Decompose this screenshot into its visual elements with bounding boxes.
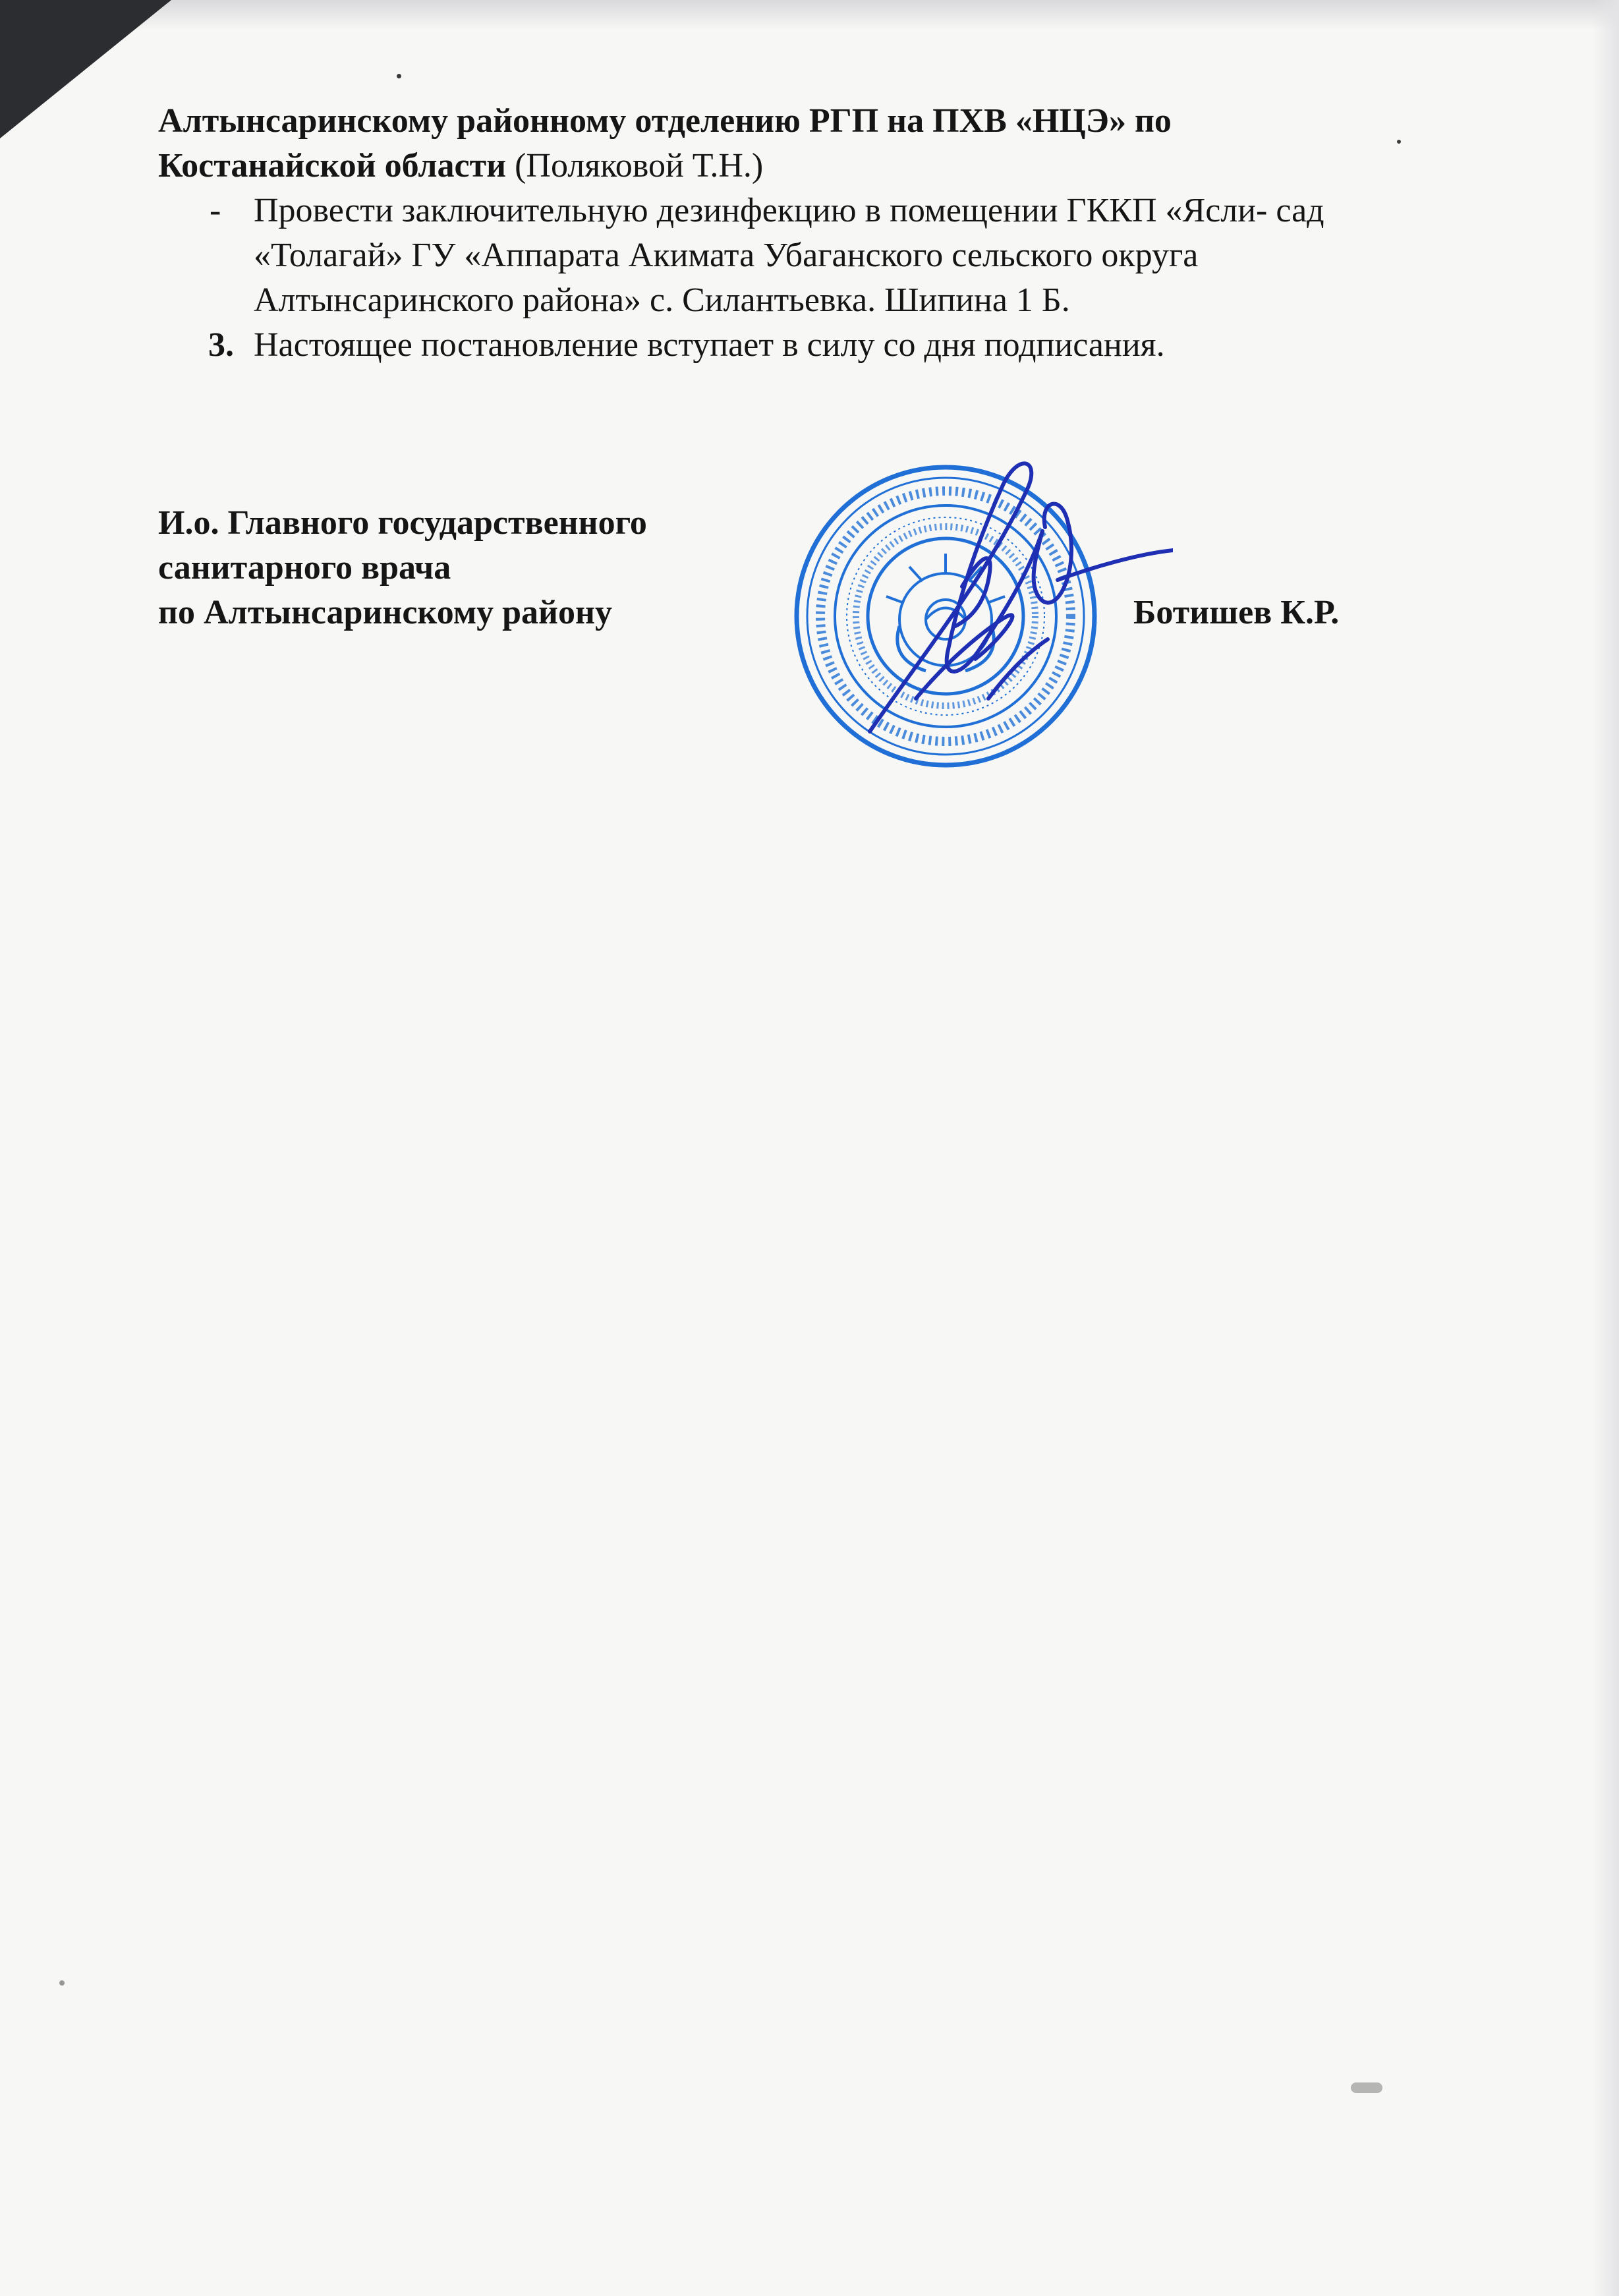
addressee-line-2 [158, 144, 1476, 188]
scan-speck [397, 74, 401, 78]
scan-speck [59, 1980, 65, 1986]
position-line-3: по Алтынсаринскому району [158, 594, 612, 631]
scan-speck [1351, 2082, 1382, 2093]
signatory-name: Ботишев К.Р. [1133, 594, 1340, 631]
list-item-effective-text: Настоящее постановление вступает в силу со дня подписания. [254, 326, 1165, 364]
signatory-position [158, 501, 647, 635]
scan-top-shadow [0, 0, 1619, 30]
addressee-line-1: Алтынсаринскому районному отделению РГП на ПХВ «НЦЭ» по [158, 102, 1172, 140]
folded-corner [0, 0, 171, 138]
list-item-text-line-3: Алтынсаринского района» с. Силантьевка. Шипина 1 Б. [254, 281, 1070, 319]
addressee-region: Костанайской области [158, 147, 507, 185]
handwritten-signature-icon [830, 422, 1173, 764]
list-item-text-line-2: «Толагай» ГУ «Аппарата Акимата Убаганского сельского округа [254, 237, 1199, 274]
list-item-disinfection [158, 188, 1476, 233]
position-line-2: санитарного врача [158, 549, 451, 587]
document-body [158, 99, 1476, 368]
position-line-1: И.о. Главного государственного [158, 504, 647, 542]
list-item-text-line-1: Провести заключительную дезинфекцию в помещении ГККП «Ясли- сад [254, 192, 1324, 229]
list-dash-marker: - [210, 192, 221, 229]
scan-speck [1397, 140, 1401, 144]
addressee-person: (Поляковой Т.Н.) [506, 147, 764, 185]
list-number-marker: 3. [208, 326, 234, 364]
list-item-effective [158, 323, 1476, 368]
scan-right-shadow [1593, 0, 1619, 2296]
